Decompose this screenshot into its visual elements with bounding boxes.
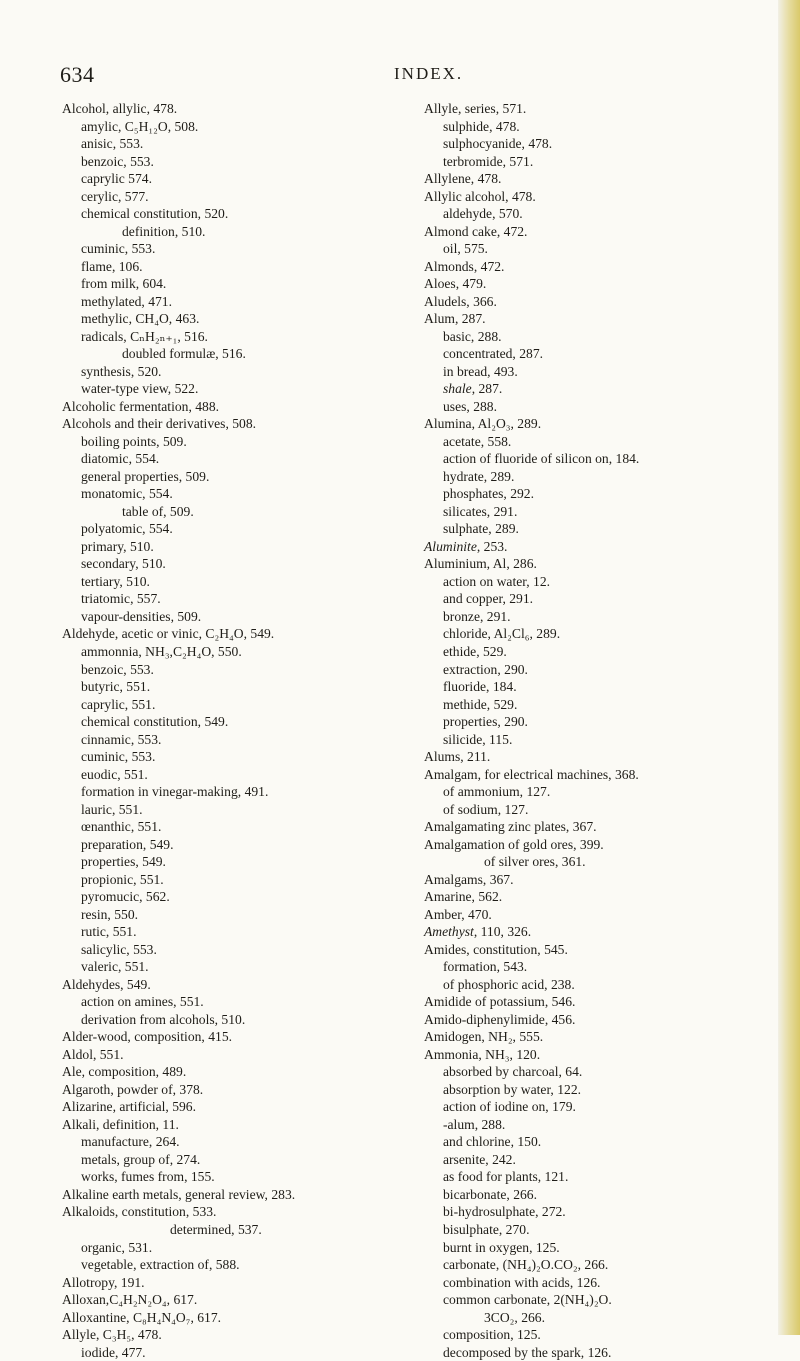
index-entry: preparation, 549. <box>81 836 174 852</box>
index-entry: and chlorine, 150. <box>443 1134 542 1150</box>
index-entry: Allyle, series, 571. <box>424 101 527 116</box>
index-entry: diatomic, 554. <box>81 451 160 467</box>
index-entry: Amethyst, 110, 326. <box>424 924 532 940</box>
index-entry: Allylic alcohol, 478. <box>424 188 536 204</box>
index-entry: Alums, 211. <box>424 749 491 765</box>
index-entry: sulphocyanide, 478. <box>443 136 553 152</box>
index-entry: iodide, 477. <box>81 1344 146 1360</box>
index-entry: from milk, 604. <box>81 276 167 292</box>
index-entry: as food for plants, 121. <box>443 1169 569 1185</box>
index-entry: action of fluoride of silicon on, 184. <box>443 451 640 467</box>
index-entry: burnt in oxygen, 125. <box>443 1239 560 1255</box>
index-column-right <box>424 100 784 1361</box>
index-entry: rutic, 551. <box>81 924 137 940</box>
index-entry: definition, 510. <box>122 223 206 239</box>
index-entry: basic, 288. <box>443 328 502 344</box>
index-entry: formation, 543. <box>443 959 528 975</box>
index-entry: water-type view, 522. <box>81 381 199 397</box>
index-entry: monatomic, 554. <box>81 486 173 502</box>
page-header <box>0 62 800 92</box>
index-entry: carbonate, (NH₄)₂O.CO₂, 266. <box>443 1257 609 1273</box>
index-entry: absorbed by charcoal, 64. <box>443 1064 583 1080</box>
index-entry: of ammonium, 127. <box>443 784 551 800</box>
index-entry: sulphate, 289. <box>443 521 519 537</box>
index-entry: organic, 531. <box>81 1239 153 1255</box>
index-column-left <box>62 100 422 1361</box>
index-entry: Amalgams, 367. <box>424 871 514 887</box>
index-entry: Alcohols and their derivatives, 508. <box>62 416 257 432</box>
index-entry: decomposed by the spark, 126. <box>443 1344 612 1360</box>
index-entry: works, fumes from, 155. <box>81 1169 215 1185</box>
index-entry: Aldehyde, acetic or vinic, C₂H₄O, 549. <box>62 626 275 642</box>
index-entry: vegetable, extraction of, 588. <box>81 1257 240 1273</box>
index-entry: Alcoholic fermentation, 488. <box>62 398 220 414</box>
index-entry: resin, 550. <box>81 906 139 922</box>
index-entry: bi-hydrosulphate, 272. <box>443 1204 566 1220</box>
index-entry: properties, 549. <box>81 854 166 870</box>
index-entry: Aludels, 366. <box>424 293 497 309</box>
index-entry: caprylic, 551. <box>81 696 156 712</box>
index-entry: of phosphoric acid, 238. <box>443 976 575 992</box>
index-entry: determined, 537. <box>170 1222 262 1237</box>
index-entry: Allylene, 478. <box>424 171 502 187</box>
index-entry: pyromucic, 562. <box>81 889 170 905</box>
index-entry: Aluminium, Al, 286. <box>424 556 537 572</box>
index-entry: Aldol, 551. <box>62 1046 124 1062</box>
index-entry: bicarbonate, 266. <box>443 1186 537 1202</box>
index-entry: Alizarine, artificial, 596. <box>62 1099 196 1115</box>
index-entry: silicide, 115. <box>443 731 513 747</box>
index-entry: formation in vinegar-making, 491. <box>81 784 269 800</box>
index-entry: cuminic, 553. <box>81 749 156 765</box>
index-entry: vapour-densities, 509. <box>81 608 202 624</box>
index-entry: manufacture, 264. <box>81 1134 180 1150</box>
index-entry: lauric, 551. <box>81 801 143 817</box>
index-entry: Amarine, 562. <box>424 889 503 905</box>
index-entry: triatomic, 557. <box>81 591 161 607</box>
index-entry: combination with acids, 126. <box>443 1274 601 1290</box>
index-entry: Alloxan,C₄H₂N₂O₄, 617. <box>62 1292 198 1308</box>
index-entry: chloride, Al₂Cl₆, 289. <box>443 626 561 642</box>
index-entry: ammonnia, NH₃,C₂H₄O, 550. <box>81 643 242 659</box>
index-entry: boiling points, 509. <box>81 433 187 449</box>
index-entry: Alder-wood, composition, 415. <box>62 1029 233 1045</box>
index-entry: hydrate, 289. <box>443 468 515 484</box>
index-entry: Almonds, 472. <box>424 258 505 274</box>
index-entry: ethide, 529. <box>443 643 507 659</box>
index-entry: Amalgamation of gold ores, 399. <box>424 836 604 852</box>
index-entry: Amidide of potassium, 546. <box>424 994 576 1010</box>
index-entry: -alum, 288. <box>443 1116 506 1132</box>
index-entry: valeric, 551. <box>81 959 149 975</box>
index-entry: Aldehydes, 549. <box>62 976 151 992</box>
index-entry: action on water, 12. <box>443 573 551 589</box>
index-entry: shale, 287. <box>443 381 503 397</box>
index-entry: of silver ores, 361. <box>484 854 586 870</box>
index-entry: polyatomic, 554. <box>81 521 173 537</box>
index-entry: silicates, 291. <box>443 503 518 519</box>
index-entry: Amido-diphenylimide, 456. <box>424 1011 576 1027</box>
index-entry: Amber, 470. <box>424 906 492 922</box>
index-entry: butyric, 551. <box>81 679 151 695</box>
index-entry: amylic, C₅H₁₂O, 508. <box>81 118 199 134</box>
index-entry: composition, 125. <box>443 1327 541 1343</box>
index-entry: Alkaloids, constitution, 533. <box>62 1204 217 1220</box>
index-entry: table of, 509. <box>122 503 194 519</box>
index-entry: Amalgamating zinc plates, 367. <box>424 819 597 835</box>
index-entry: methylated, 471. <box>81 293 172 309</box>
index-entry: metals, group of, 274. <box>81 1151 201 1167</box>
index-entry: concentrated, 287. <box>443 346 544 362</box>
index-entry: Amidogen, NH₂, 555. <box>424 1029 544 1045</box>
index-entry: acetate, 558. <box>443 433 512 449</box>
index-entry: derivation from alcohols, 510. <box>81 1011 246 1027</box>
index-entry: Alkali, definition, 11. <box>62 1116 179 1132</box>
index-entry: Alum, 287. <box>424 311 486 327</box>
index-entry: synthesis, 520. <box>81 363 162 379</box>
page-number: 634 <box>60 62 95 87</box>
index-entry: common carbonate, 2(NH₄)₂O. <box>443 1292 612 1308</box>
running-head: INDEX. <box>394 64 464 83</box>
index-entry: radicals, CₙH₂ₙ₊₁, 516. <box>81 328 208 344</box>
index-entry: fluoride, 184. <box>443 679 517 695</box>
index-entry: properties, 290. <box>443 714 528 730</box>
index-entry: terbromide, 571. <box>443 153 534 169</box>
index-entry: Alumina, Al₂O₃, 289. <box>424 416 542 432</box>
index-entry: euodic, 551. <box>81 766 148 782</box>
index-entry: uses, 288. <box>443 398 497 414</box>
index-entry: primary, 510. <box>81 538 154 554</box>
index-entry: cinnamic, 553. <box>81 731 162 747</box>
index-entry: œnanthic, 551. <box>81 819 162 835</box>
index-entry: action of iodine on, 179. <box>443 1099 576 1115</box>
index-entry: salicylic, 553. <box>81 941 157 957</box>
index-entry: sulphide, 478. <box>443 118 520 134</box>
index-entry: general properties, 509. <box>81 468 210 484</box>
index-entry: extraction, 290. <box>443 661 528 677</box>
index-entry: tertiary, 510. <box>81 573 150 589</box>
index-entry: of sodium, 127. <box>443 801 529 817</box>
index-entry: anisic, 553. <box>81 136 144 152</box>
index-entry: Almond cake, 472. <box>424 223 528 239</box>
index-entry: cuminic, 553. <box>81 241 156 257</box>
index-entry: Aloes, 479. <box>424 276 487 292</box>
index-entry: Ale, composition, 489. <box>62 1064 187 1080</box>
index-entry: Amalgam, for electrical machines, 368. <box>424 766 639 782</box>
index-entry: doubled formulæ, 516. <box>122 346 246 362</box>
index-entry: flame, 106. <box>81 258 143 274</box>
index-entry: action on amines, 551. <box>81 994 204 1010</box>
index-entry: 3CO₂, 266. <box>484 1309 546 1325</box>
index-entry: Algaroth, powder of, 378. <box>62 1081 204 1097</box>
index-entry: and copper, 291. <box>443 591 534 607</box>
index-entry: bisulphate, 270. <box>443 1222 530 1237</box>
index-entry: chemical constitution, 549. <box>81 714 229 730</box>
index-entry: Alloxantine, C₈H₄N₄O₇, 617. <box>62 1309 222 1325</box>
index-entry: Allyle, C₃H₅, 478. <box>62 1327 162 1343</box>
index-entry: benzoic, 553. <box>81 153 154 169</box>
index-entry: Alcohol, allylic, 478. <box>62 101 178 116</box>
index-entry: arsenite, 242. <box>443 1151 516 1167</box>
index-entry: secondary, 510. <box>81 556 166 572</box>
index-entry: caprylic 574. <box>81 171 152 187</box>
index-entry: chemical constitution, 520. <box>81 206 229 222</box>
index-entry: in bread, 493. <box>443 363 518 379</box>
index-entry: methide, 529. <box>443 696 518 712</box>
index-entry: methylic, CH₄O, 463. <box>81 311 200 327</box>
index-entry: propionic, 551. <box>81 871 164 887</box>
index-entry: Amides, constitution, 545. <box>424 941 568 957</box>
index-entry: oil, 575. <box>443 241 488 257</box>
index-entry: Aluminite, 253. <box>424 538 508 554</box>
index-entry: Alkaline earth metals, general review, 283. <box>62 1186 296 1202</box>
index-entry: aldehyde, 570. <box>443 206 523 222</box>
index-entry: bronze, 291. <box>443 608 511 624</box>
index-entry: Allotropy, 191. <box>62 1274 145 1290</box>
index-entry: Ammonia, NH₃, 120. <box>424 1046 541 1062</box>
index-entry: absorption by water, 122. <box>443 1081 582 1097</box>
index-entry: phosphates, 292. <box>443 486 534 502</box>
index-entry: benzoic, 553. <box>81 661 154 677</box>
index-entry: cerylic, 577. <box>81 188 149 204</box>
